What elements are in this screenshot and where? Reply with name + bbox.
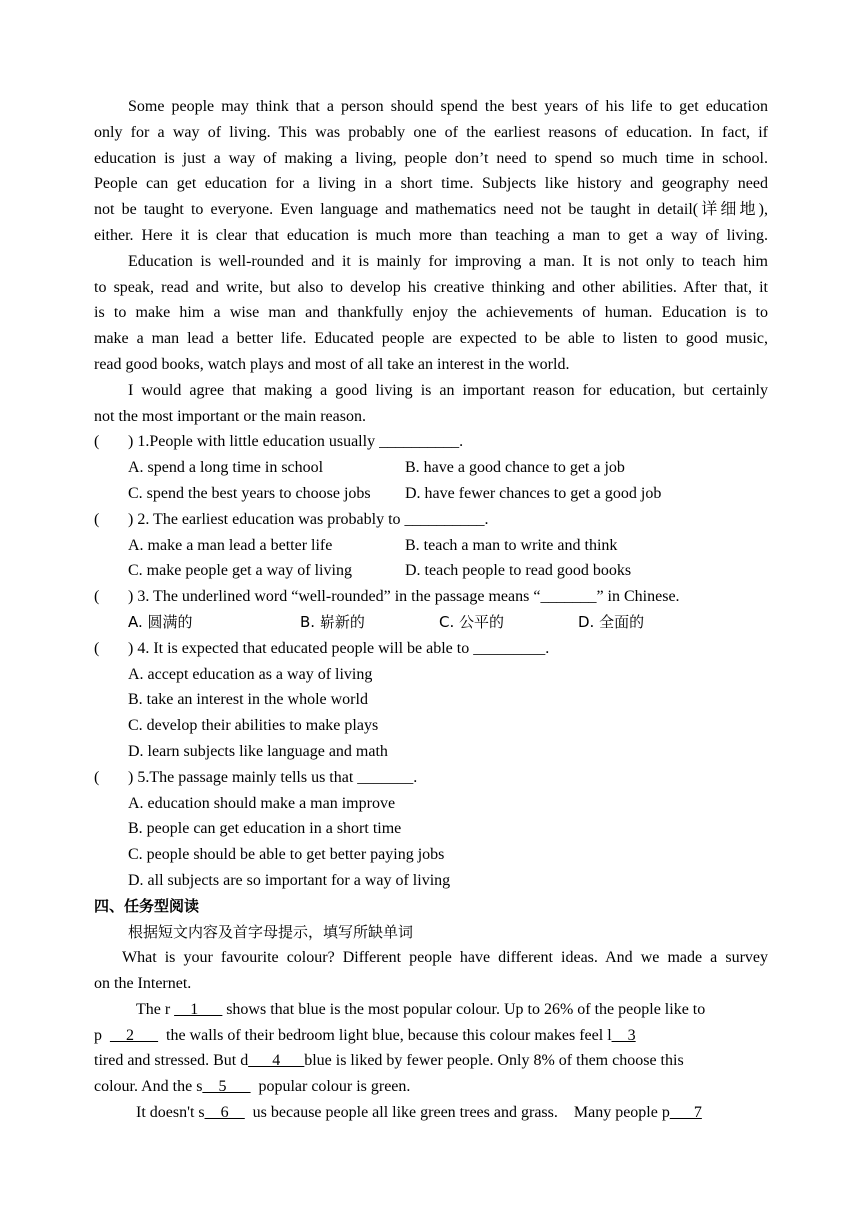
s4-text: tired and stressed. But d bbox=[94, 1052, 249, 1070]
document-page bbox=[94, 94, 768, 1126]
s4-text: colour. And the s bbox=[94, 1078, 203, 1096]
s4-line-1: What is your favourite colour? Different people have different ideas. And we made a survey bbox=[122, 949, 768, 967]
s4-text: Many people p bbox=[573, 1104, 670, 1122]
question-2-options-row-2 bbox=[94, 558, 768, 584]
answer-paren[interactable]: ( bbox=[94, 588, 100, 606]
p1-line-5: not be taught to everyone. Even language and mathematics need not be taught in detail(详细地), bbox=[94, 201, 768, 219]
question-4-stem bbox=[94, 636, 768, 662]
blank-1[interactable]: __1___ bbox=[174, 1000, 223, 1018]
s4-text: blue is liked by fewer people. Only 8% of them choose this bbox=[304, 1052, 684, 1070]
s4-text: p bbox=[94, 1026, 102, 1044]
q1-option-b: B. have a good chance to get a job bbox=[405, 459, 625, 477]
q2-option-a: A. make a man lead a better life bbox=[128, 536, 333, 554]
q5-option-a: A. education should make a man improve bbox=[128, 794, 396, 812]
q1-option-c: C. spend the best years to choose jobs bbox=[128, 484, 371, 502]
question-2-stem bbox=[94, 507, 768, 533]
question-3-text: ) 3. The underlined word “well-rounded” in the passage means “_______” in Chinese. bbox=[128, 588, 680, 606]
question-1-stem bbox=[94, 429, 768, 455]
q2-option-b: B. teach a man to write and think bbox=[405, 536, 618, 554]
answer-paren[interactable]: ( bbox=[94, 639, 100, 657]
section-instruction: 根据短文内容及首字母提示，填写所缺单词 bbox=[128, 922, 414, 941]
s4-text: popular colour is green. bbox=[258, 1078, 411, 1096]
blank-3[interactable]: __3 bbox=[611, 1026, 636, 1044]
p3-line-2: not the most important or the main reason. bbox=[94, 407, 366, 425]
s4-line-2: on the Internet. bbox=[94, 975, 192, 993]
q1-option-d: D. have fewer chances to get a good job bbox=[405, 484, 662, 502]
p1-line-4: People can get education for a living in a short time. Subjects like history and geography need bbox=[94, 175, 768, 193]
question-1-options-row-2 bbox=[94, 481, 768, 507]
answer-paren[interactable]: ( bbox=[94, 433, 100, 451]
s4-line-7 bbox=[94, 1100, 768, 1126]
question-5-stem bbox=[94, 765, 768, 791]
question-5-text: ) 5.The passage mainly tells us that _______. bbox=[128, 768, 418, 786]
answer-paren[interactable]: ( bbox=[94, 768, 100, 786]
q4-option-d: D. learn subjects like language and math bbox=[128, 742, 388, 760]
q5-option-d: D. all subjects are so important for a way of living bbox=[128, 871, 451, 889]
q2-option-c: C. make people get a way of living bbox=[128, 562, 352, 580]
s4-line-3 bbox=[94, 997, 768, 1023]
q1-option-a: A. spend a long time in school bbox=[128, 459, 324, 477]
p2-line-5: read good books, watch plays and most of all take an interest in the world. bbox=[94, 355, 570, 373]
s4-text: shows that blue is the most popular colour. Up to 26% of the people like to bbox=[226, 1000, 706, 1018]
blank-2[interactable]: __2___ bbox=[110, 1026, 158, 1044]
p1-line-6: either. Here it is clear that education is much more than teaching a man to get a way of living. bbox=[94, 226, 768, 244]
p2-line-1: Education is well-rounded and it is mainly for improving a man. It is not only to teach him bbox=[128, 252, 768, 270]
s4-text: It doesn't s bbox=[136, 1104, 205, 1122]
blank-6[interactable]: __6__ bbox=[204, 1104, 245, 1122]
q2-option-d: D. teach people to read good books bbox=[405, 562, 632, 580]
question-2-text: ) 2. The earliest education was probably to __________. bbox=[128, 510, 489, 528]
q4-option-c: C. develop their abilities to make plays bbox=[128, 717, 379, 735]
s4-text: us because people all like green trees and grass. bbox=[252, 1104, 558, 1122]
p2-line-4: make a man lead a better life. Educated people are expected to be able to listen to good music, bbox=[94, 330, 768, 348]
question-1-text: ) 1.People with little education usually __________. bbox=[128, 433, 464, 451]
q3-option-d: D. 全面的 bbox=[578, 612, 645, 631]
q5-option-b: B. people can get education in a short time bbox=[128, 820, 402, 838]
question-2-options-row-1 bbox=[94, 533, 768, 559]
question-3-stem bbox=[94, 584, 768, 610]
p1-line-1: Some people may think that a person should spend the best years of his life to get education bbox=[128, 98, 768, 115]
q5-option-c: C. people should be able to get better paying jobs bbox=[128, 846, 445, 864]
p2-line-3: is to make him a wise man and thankfully enjoy the achievements of human. Education is to bbox=[94, 304, 768, 322]
q4-option-a: A. accept education as a way of living bbox=[128, 665, 373, 683]
s4-line-6 bbox=[94, 1074, 768, 1100]
q4-option-b: B. take an interest in the whole world bbox=[128, 691, 368, 709]
blank-4[interactable]: ___4___ bbox=[248, 1052, 305, 1070]
p1-line-3: education is just a way of making a living, people don’t need to spend so much time in school. bbox=[94, 149, 768, 167]
question-3-options bbox=[94, 610, 768, 636]
blank-5[interactable]: __5___ bbox=[202, 1078, 251, 1096]
p2-line-2: to speak, read and write, but also to develop his creative thinking and other abilities. After that, it bbox=[94, 278, 768, 296]
s4-text: The r bbox=[136, 1000, 171, 1018]
q3-option-c: C. 公平的 bbox=[439, 612, 505, 631]
s4-line-5 bbox=[94, 1048, 768, 1074]
q3-option-b: B. 崭新的 bbox=[300, 612, 365, 631]
s4-text: the walls of their bedroom light blue, because this colour makes feel l bbox=[166, 1026, 612, 1044]
section-heading: 四、任务型阅读 bbox=[94, 896, 200, 915]
answer-paren[interactable]: ( bbox=[94, 510, 100, 528]
question-1-options-row-1 bbox=[94, 455, 768, 481]
blank-7[interactable]: ___7 bbox=[669, 1104, 702, 1122]
q3-option-a: A. 圆满的 bbox=[128, 612, 193, 631]
p1-line-2: only for a way of living. This was probably one of the earliest reasons of education. In fact, if bbox=[94, 123, 768, 141]
question-4-text: ) 4. It is expected that educated people will be able to _________. bbox=[128, 639, 550, 657]
p3-line-1: I would agree that making a good living is an important reason for education, but certainly bbox=[128, 381, 768, 399]
s4-line-4 bbox=[94, 1023, 768, 1049]
